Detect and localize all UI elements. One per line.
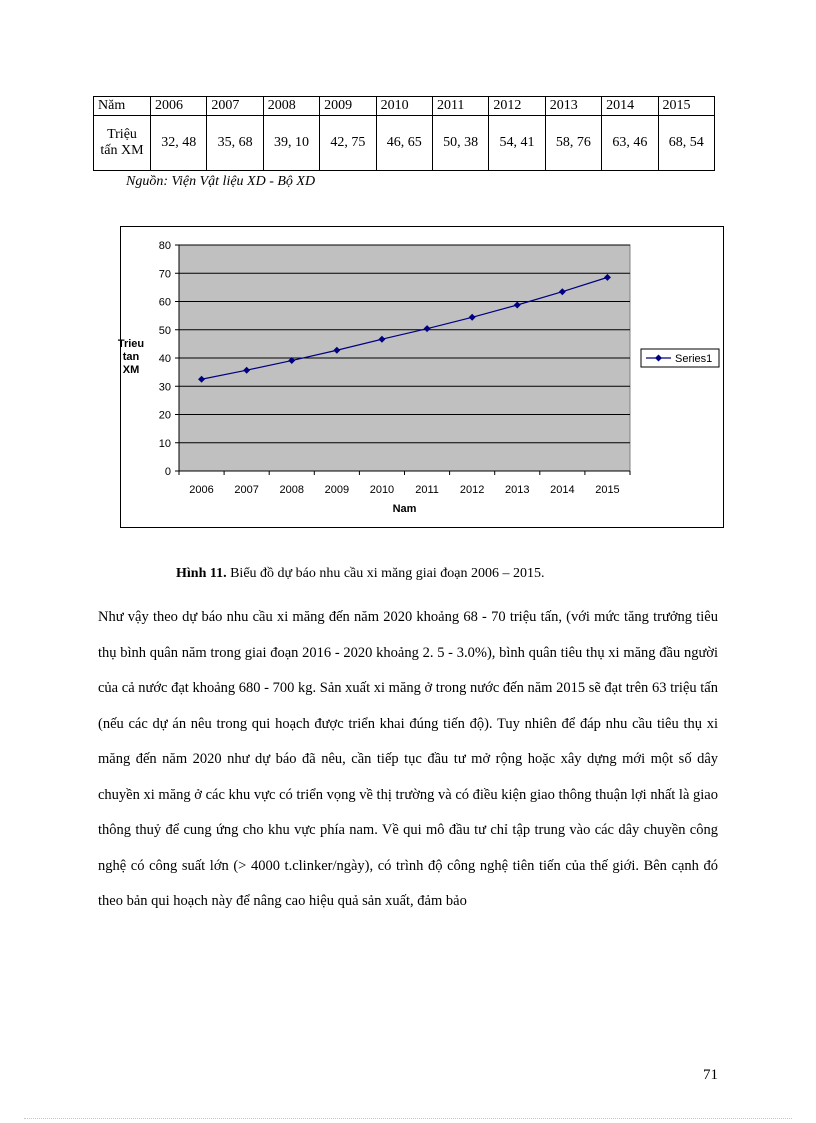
x-tick-label: 2015 xyxy=(595,484,620,496)
table-year-cell: 2011 xyxy=(432,97,488,116)
x-tick-label: 2008 xyxy=(279,484,304,496)
table-value-row xyxy=(94,116,715,171)
y-tick-label: 50 xyxy=(158,324,171,337)
x-tick-label: 2010 xyxy=(369,484,395,496)
x-tick-label: 2013 xyxy=(505,484,530,496)
y-tick-label: 80 xyxy=(158,240,171,252)
table-year-cell: 2007 xyxy=(207,97,263,116)
table-year-cell: 2012 xyxy=(489,97,545,116)
y-axis-title-line: tan xyxy=(122,351,140,363)
table-value-cell: 63, 46 xyxy=(602,116,658,171)
table-row-label: Triệu tấn XM xyxy=(94,116,151,171)
body-paragraph-container xyxy=(98,600,718,920)
chart-svg xyxy=(117,227,723,527)
body-paragraph: Như vậy theo dự báo nhu cầu xi măng đến năm 2020 khoảng 68 - 70 triệu tấn, (với mức tăng trưởng tiêu thụ bình quân năm trong giai đoạn 2016 - 2020 khoảng 2. 5 - 3.0%), bình quân tiêu thụ xi măng đầu người của cả nước đạt khoảng 680 - 700 kg. Sản xuất xi măng ở trong nước đến năm 2015 sẽ đạt trên 63 triệu tấn (nếu các dự án nêu trong qui hoạch được triển khai đúng tiến độ). Tuy nhiên để đáp nhu cầu tiêu thụ xi măng đến năm 2020 như dự báo đã nêu, cần tiếp tục đầu tư mở rộng hoặc xây dựng mới một số dây chuyền xi măng ở các khu vực có triển vọng về thị trường và có điều kiện giao thông thuận lợi nhất là giao thông thuỷ để cung ứng cho khu vực phía nam. Về qui mô đầu tư chỉ tập trung vào các dây chuyền công nghệ có công suất lớn (> 4000 t.clinker/ngày), có trình độ công nghệ tiên tiến của thế giới. Bên cạnh đó theo bản qui hoạch này để nâng cao hiệu quả sản xuất, đảm bảo xyxy=(98,609,718,909)
table-source-note: Nguồn: Viện Vật liệu XD - Bộ XD xyxy=(126,174,316,189)
y-tick-label: 0 xyxy=(164,466,171,478)
y-tick-label: 40 xyxy=(158,353,171,365)
table-value-cell: 50, 38 xyxy=(432,116,488,171)
table-value-cell: 39, 10 xyxy=(263,116,319,171)
figure-caption-label: Hình 11. xyxy=(176,566,227,581)
table-value-cell: 58, 76 xyxy=(545,116,601,171)
y-axis-title-line: XM xyxy=(122,364,140,376)
x-tick-label: 2012 xyxy=(459,484,485,496)
table-value-cell: 46, 65 xyxy=(376,116,432,171)
x-axis-title: Nam xyxy=(392,503,417,515)
table-value-cell: 54, 41 xyxy=(489,116,545,171)
y-tick-label: 60 xyxy=(158,296,171,309)
y-axis-title-line: Trieu xyxy=(117,338,145,350)
table-year-cell: 2014 xyxy=(602,97,658,116)
legend-label: Series1 xyxy=(675,353,713,365)
table-year-cell: 2009 xyxy=(320,97,376,116)
figure-caption-text: Biểu đồ dự báo nhu cầu xi măng giai đoạn 2006 – 2015. xyxy=(226,566,545,581)
table-value-cell: 68, 54 xyxy=(658,116,714,171)
y-tick-label: 20 xyxy=(158,409,171,422)
table-year-cell: 2015 xyxy=(658,97,714,116)
forecast-table xyxy=(93,96,715,171)
y-tick-label: 70 xyxy=(158,268,171,281)
table-year-cell: 2013 xyxy=(545,97,601,116)
table-header-label: Năm xyxy=(94,97,151,116)
x-tick-label: 2006 xyxy=(189,484,214,496)
x-tick-label: 2011 xyxy=(415,484,439,496)
x-tick-label: 2009 xyxy=(324,484,350,496)
x-tick-label: 2007 xyxy=(234,484,259,496)
table-value-cell: 35, 68 xyxy=(207,116,263,171)
table-year-cell: 2008 xyxy=(263,97,319,116)
table-value-cell: 42, 75 xyxy=(320,116,376,171)
cement-demand-chart xyxy=(117,226,724,528)
y-tick-label: 30 xyxy=(158,381,171,394)
table-value-cell: 32, 48 xyxy=(151,116,207,171)
y-tick-label: 10 xyxy=(158,437,171,450)
page-bottom-divider xyxy=(24,1118,792,1119)
page-number: 71 xyxy=(703,1067,718,1083)
table-header-row xyxy=(94,97,715,116)
table-year-cell: 2010 xyxy=(376,97,432,116)
x-tick-label: 2014 xyxy=(550,484,575,496)
table-year-cell: 2006 xyxy=(151,97,207,116)
figure-caption xyxy=(176,566,544,582)
